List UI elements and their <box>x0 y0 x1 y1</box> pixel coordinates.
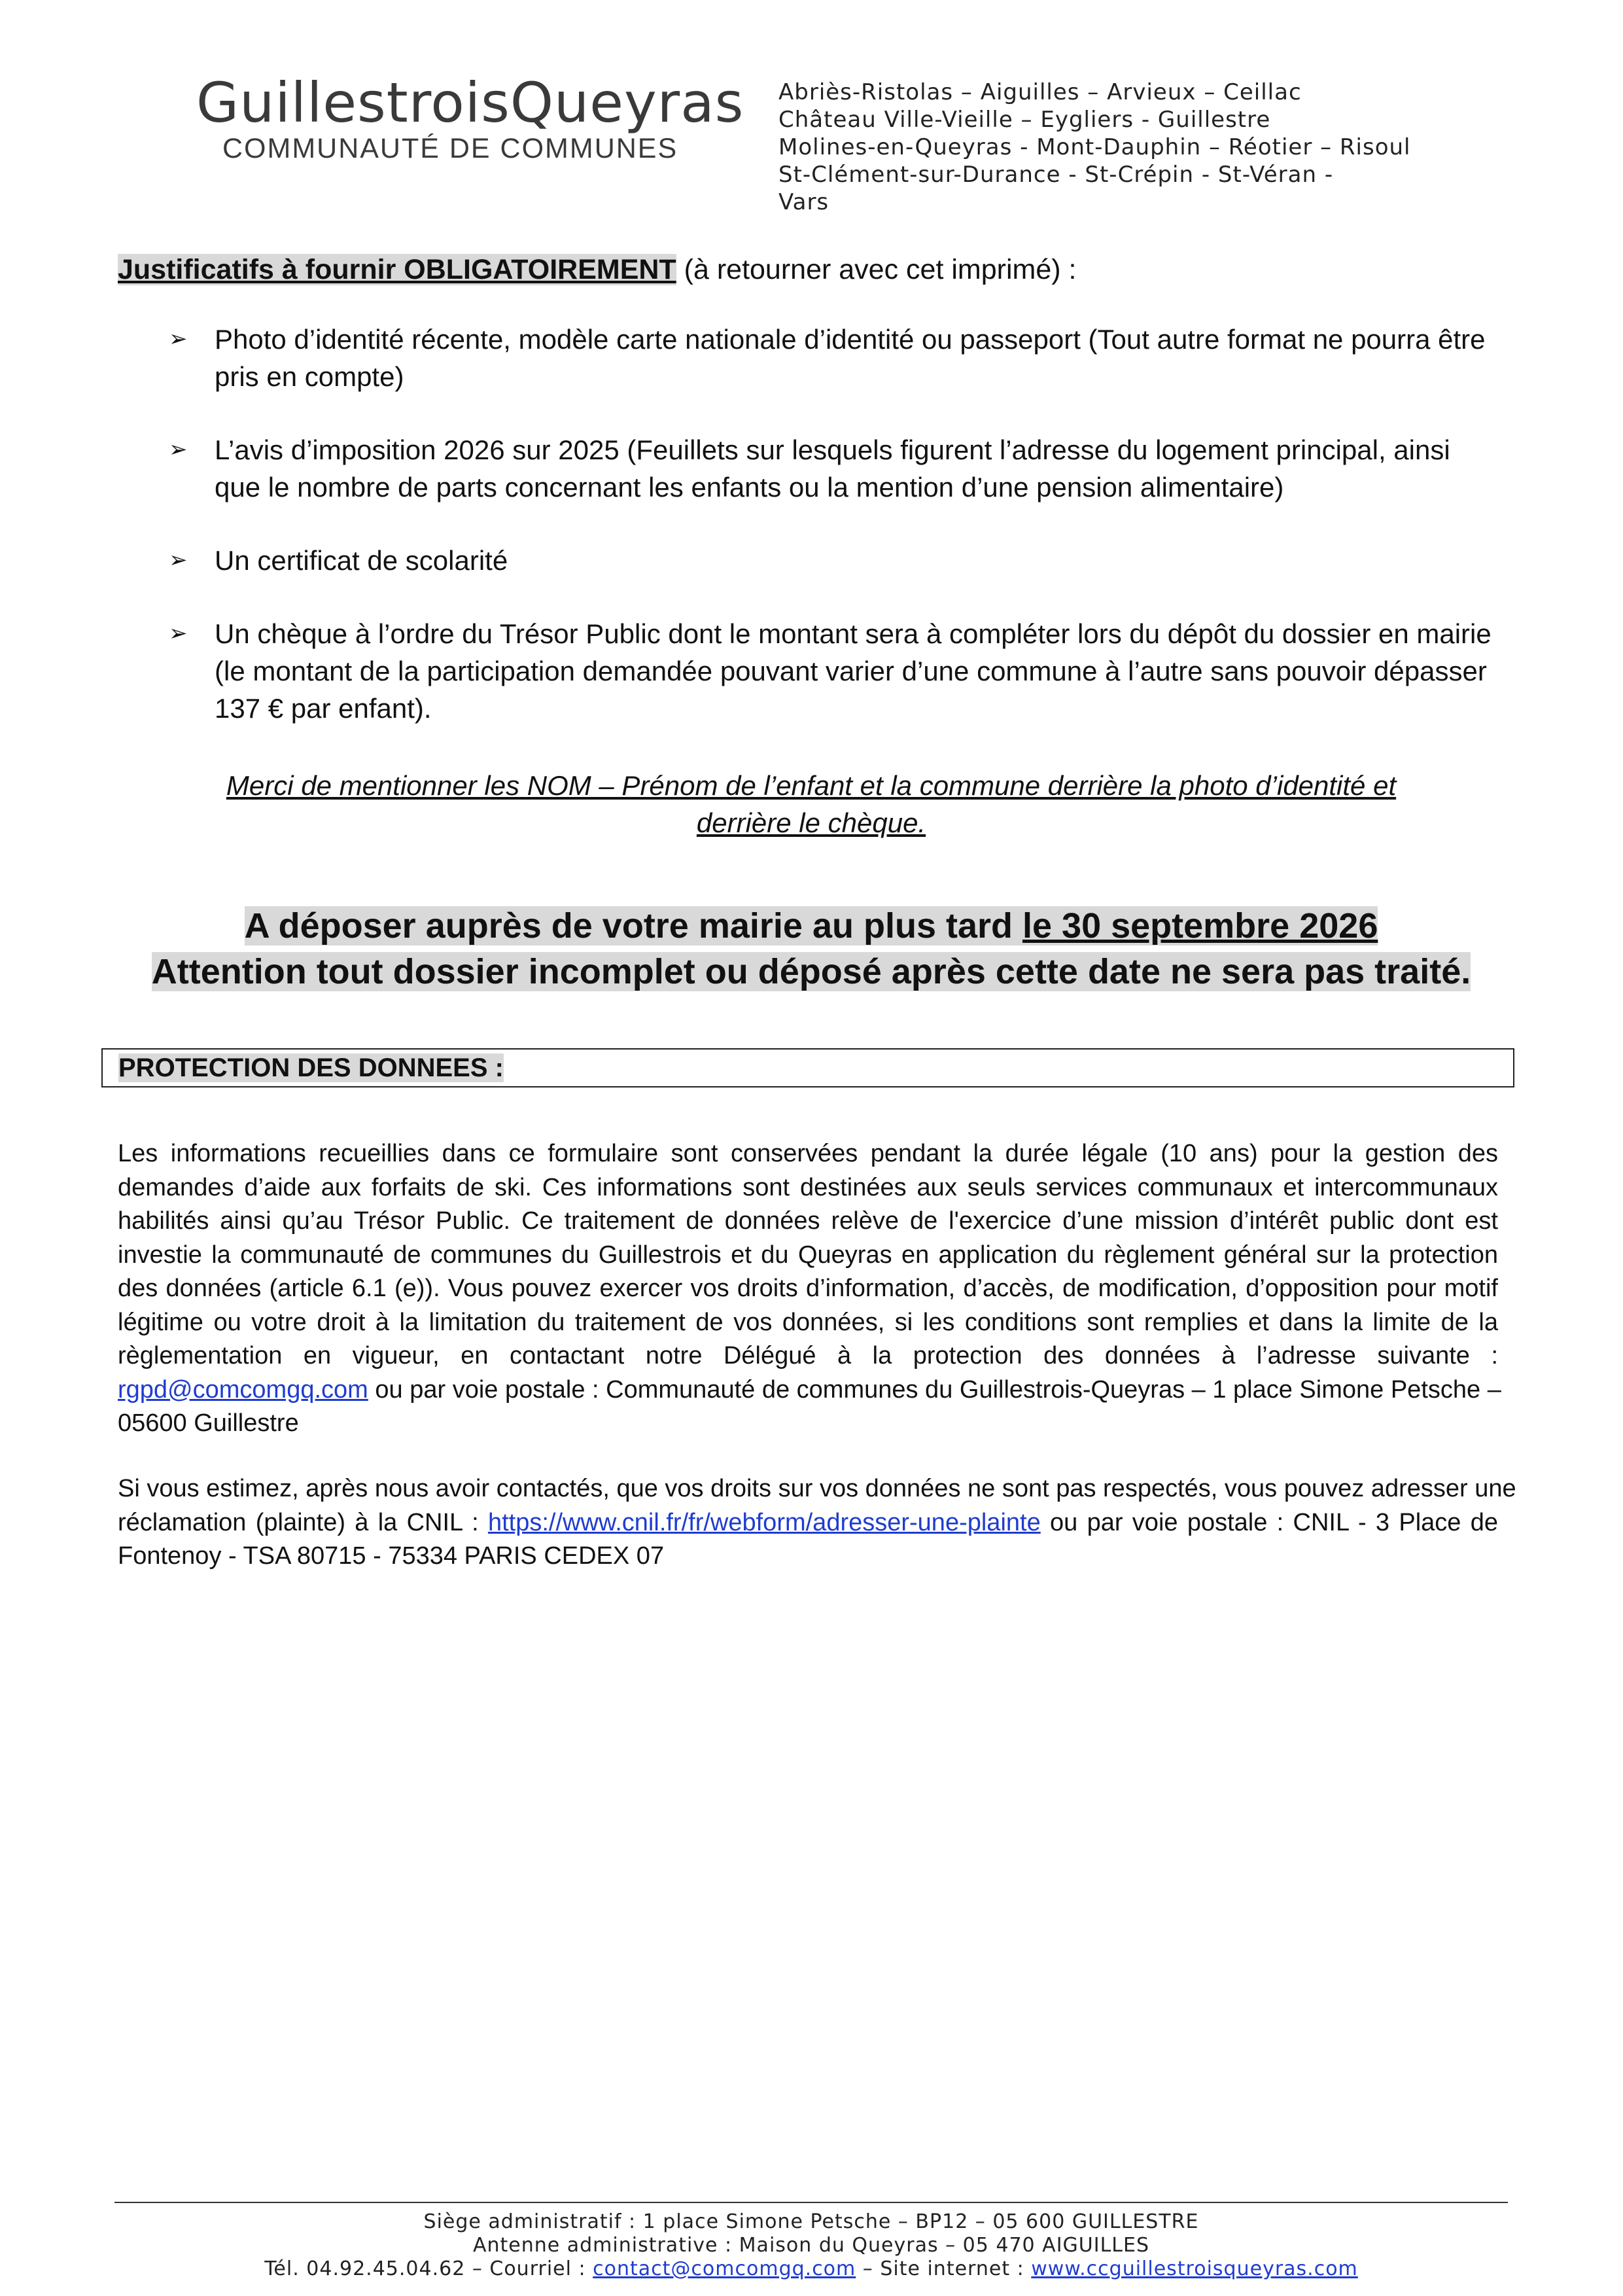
justificatifs-heading-strong: Justificatifs à fournir OBLIGATOIREMENT <box>118 254 676 285</box>
paragraph-line <box>118 1506 1498 1540</box>
cnil-link[interactable]: https://www.cnil.fr/fr/webform/adresser-une-plainte <box>487 1508 1041 1536</box>
justificatifs-list <box>169 321 1497 763</box>
paragraph-line: Fontenoy - TSA 80715 - 75334 PARIS CEDEX 07 <box>118 1542 665 1570</box>
logo-subtitle: COMMUNAUTÉ DE COMMUNES <box>222 133 678 164</box>
note-line: Merci de mentionner les NOM – Prénom de l’enfant et la commune derrière la photo d’identité et <box>226 770 1397 801</box>
list-item <box>169 542 1497 579</box>
deadline-line1 <box>118 903 1505 949</box>
paragraph-line: règlementation en vigueur, en contactant notre Délégué à la protection des données à l’adresse suivante : <box>118 1342 1498 1369</box>
list-item-text: Un certificat de scolarité <box>215 545 508 576</box>
email-after-text: ou par voie postale : Communauté de communes du Guillestrois-Queyras – 1 place Simone Petsche – <box>368 1375 1501 1404</box>
footer-line: Siège administratif : 1 place Simone Petsche – BP12 – 05 600 GUILLESTRE <box>423 2210 1199 2233</box>
footer-line: Antenne administrative : Maison du Queyras – 05 470 AIGUILLES <box>472 2234 1150 2257</box>
arrow-bullet-icon: ➢ <box>169 326 188 352</box>
footer <box>157 2210 1465 2281</box>
footer-line <box>157 2257 1465 2281</box>
contact-email-link[interactable]: contact@comcomgq.com <box>593 2257 856 2280</box>
deadline-warning: Attention tout dossier incomplet ou déposé après cette date ne sera pas traité. <box>151 952 1471 991</box>
paragraph-line: habilités ainsi qu’au Trésor Public. Ce traitement de données relève de l'exercice d’une mission d’intérêt public dont est <box>118 1207 1498 1235</box>
rgpd-email-link[interactable]: rgpd@comcomgq.com <box>118 1375 368 1404</box>
cnil-before-text: réclamation (plainte) à la CNIL : <box>118 1508 488 1536</box>
footer-site-label: – Site internet : <box>856 2257 1032 2280</box>
paragraph-line: investie la communauté de communes du Guillestrois et du Queyras en application du règlement général sur la protection <box>118 1241 1498 1269</box>
protection-title-box <box>101 1048 1514 1087</box>
protection-title: PROTECTION DES DONNEES : <box>118 1053 504 1082</box>
cnil-paragraph <box>118 1472 1516 1574</box>
logo-title: GuillestroisQueyras <box>196 71 744 135</box>
arrow-bullet-icon: ➢ <box>169 547 188 573</box>
list-item-text: Photo d’identité récente, modèle carte nationale d’identité ou passeport (Tout autre format ne pourra être pris en compte) <box>215 324 1486 392</box>
paragraph-line <box>118 1373 1501 1407</box>
paragraph-line: demandes d’aide aux forfaits de ski. Ces informations sont destinées aux seuls services communaux et intercommunaux <box>118 1173 1498 1201</box>
deadline-date: le 30 septembre 2026 <box>1022 906 1378 945</box>
communes-line: Vars <box>778 189 829 215</box>
justificatifs-heading <box>118 250 1076 289</box>
footer-phone-text: Tél. 04.92.45.04.62 – Courriel : <box>264 2257 593 2280</box>
paragraph-line: légitime ou votre droit à la limitation du traitement de vos données, si les conditions sont remplies et dans la limite de la <box>118 1308 1498 1336</box>
communes-line: St-Clément-sur-Durance - St-Crépin - St-Véran - <box>778 162 1334 188</box>
website-link[interactable]: www.ccguillestroisqueyras.com <box>1031 2257 1358 2280</box>
paragraph-line: 05600 Guillestre <box>118 1409 299 1437</box>
paragraph-line: des données (article 6.1 (e)). Vous pouvez exercer vos droits d’information, d’accès, de modification, d’opposition pour motif <box>118 1275 1498 1302</box>
arrow-bullet-icon: ➢ <box>169 620 188 646</box>
note-mention <box>196 767 1426 841</box>
deadline-line2 <box>118 949 1505 995</box>
paragraph-line: Si vous estimez, après nous avoir contactés, que vos droits sur vos données ne sont pas respectés, vous pouvez adresser une <box>118 1475 1516 1502</box>
communes-line: Abriès-Ristolas – Aiguilles – Arvieux – Ceillac <box>778 79 1302 105</box>
cnil-after-text: ou par voie postale : CNIL - 3 Place de <box>1040 1508 1498 1536</box>
list-item <box>169 431 1497 506</box>
paragraph-line: Les informations recueillies dans ce formulaire sont conservées pendant la durée légale (10 ans) pour la gestion des <box>118 1140 1498 1167</box>
communes-line: Molines-en-Queyras - Mont-Dauphin – Réotier – Risoul <box>778 134 1411 160</box>
communes-line: Château Ville-Vieille – Eygliers - Guillestre <box>778 107 1271 133</box>
list-item-text: Un chèque à l’ordre du Trésor Public dont le montant sera à compléter lors du dépôt du dossier en mairie (le montant de la participation demandée pouvant varier d’une commune à l’autre sans pouvoir dépasser 137 € par enfant). <box>215 618 1492 724</box>
note-line: derrière le chèque. <box>696 807 926 838</box>
protection-paragraph <box>118 1137 1501 1441</box>
list-item <box>169 615 1497 727</box>
list-item-text: L’avis d’imposition 2026 sur 2025 (Feuillets sur lesquels figurent l’adresse du logement principal, ainsi que le nombre de parts concernant les enfants ou la mention d’une pension alimentaire) <box>215 434 1450 503</box>
justificatifs-heading-rest: (à retourner avec cet imprimé) : <box>676 254 1077 285</box>
arrow-bullet-icon: ➢ <box>169 436 188 463</box>
list-item <box>169 321 1497 395</box>
footer-divider <box>114 2202 1508 2203</box>
communes-list <box>778 79 1411 216</box>
deadline-notice <box>118 903 1505 995</box>
deadline-prefix: A déposer auprès de votre mairie au plus tard <box>244 906 1022 945</box>
